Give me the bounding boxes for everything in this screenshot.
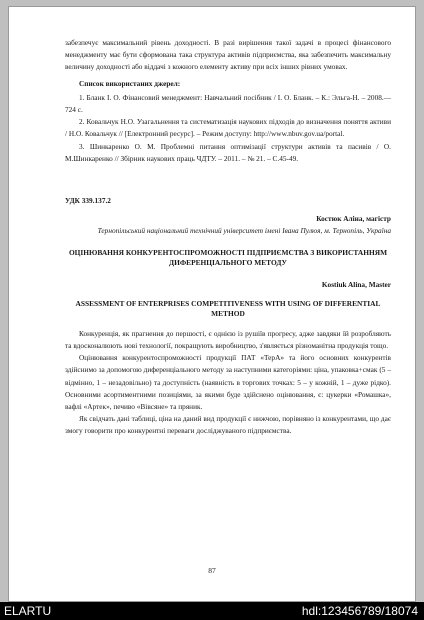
repository-footer-bar xyxy=(0,602,424,620)
repository-name: ELARTU xyxy=(4,604,52,618)
article-title-ua: ОЦІНЮВАННЯ КОНКУРЕНТОСПРОМОЖНОСТІ ПІДПРИЄМСТВА З ВИКОРИСТАННЯМ ДИФЕРЕНЦІАЛЬНОГО МЕТОДУ xyxy=(68,247,388,268)
article-title-en: ASSESSMENT OF ENTERPRISES COMPETITIVENESS WITH USING OF DIFFERENTIAL METHOD xyxy=(75,298,381,319)
page-content xyxy=(65,37,391,438)
udk-code: УДК 339.137.2 xyxy=(65,196,111,206)
document-page xyxy=(8,6,416,602)
author-ua: Костюк Аліна, магістр xyxy=(316,214,391,224)
intro-paragraph: забезпечує максимальний рівень доходності. В разі вирішення такої задачі в процесі фінансового менеджменту має бути сформована така структура активів підприємства, яка забезпечить максимальну величину доходності або віддачі з кожного елементу активу при всіх інших рівних умовах. xyxy=(65,38,391,72)
article-body xyxy=(65,328,391,438)
handle-identifier: hdl:123456789/18074 xyxy=(301,604,418,618)
body-paragraph: Оцінювання конкурентоспроможності продукції ПАТ «ТерА» та його основних конкурентів здійснимо за допомогою диференціального методу за наступними категоріями: ціна, упаковка+смак (5 – відмінно, 1 – незадовільно) та доступність (наявність в торгових точках: 5 – у кожній, 1 – дуже рідко). Основними асортиментними позиціями, за якими буде здійснено оцінювання, є: цукерки «Ромашка», вафлі «Артек», печиво «Вівсяне» та пряник. xyxy=(65,353,391,412)
reference-item: 3. Шинкаренко О. М. Проблемні питання оптимізації структури активів та пасивів / О. М.Шинкаренко // Збірник наукових праць ЧДТУ. – 2011. – № 21. – С.45-49. xyxy=(65,141,391,163)
references-heading: Список використаних джерел: xyxy=(79,78,181,88)
body-paragraph: Як свідчать дані таблиці, ціна на даний вид продукції є нижчою, порівняно із конкурентами, що дає змогу говорити про конкурентні переваги досліджуваного підприємства. xyxy=(65,414,391,436)
reference-item: 1. Бланк І. О. Фінансовий менеджмент: Навчальний посібник / І. О. Бланк. – К.: Эльга-Н. – 2008.— 724 с. xyxy=(65,92,391,115)
body-paragraph: Конкуренція, як прагнення до першості, є однією із рушіїв прогресу, адже завдяки їй розробляють та вдосконалюють нові технології, покращують виробництво, з'являється різноманітна продукція тощо. xyxy=(65,328,391,351)
page-number: 87 xyxy=(208,566,216,575)
reference-item: 2. Ковальчук Н.О. Узагальнення та систематизація наукових підходів до визначення поняття активи / Н.О. Ковальчук // [Електронний ресурс]. – Режим доступу: http://www.nbuv.gov.ua/portal. xyxy=(65,117,391,139)
author-en: Kostiuk Alina, Master xyxy=(321,279,391,289)
author-affiliation: Тернопільський національний технічний університет імені Івана Пулюя, м. Тернопіль, Україна xyxy=(97,226,391,236)
